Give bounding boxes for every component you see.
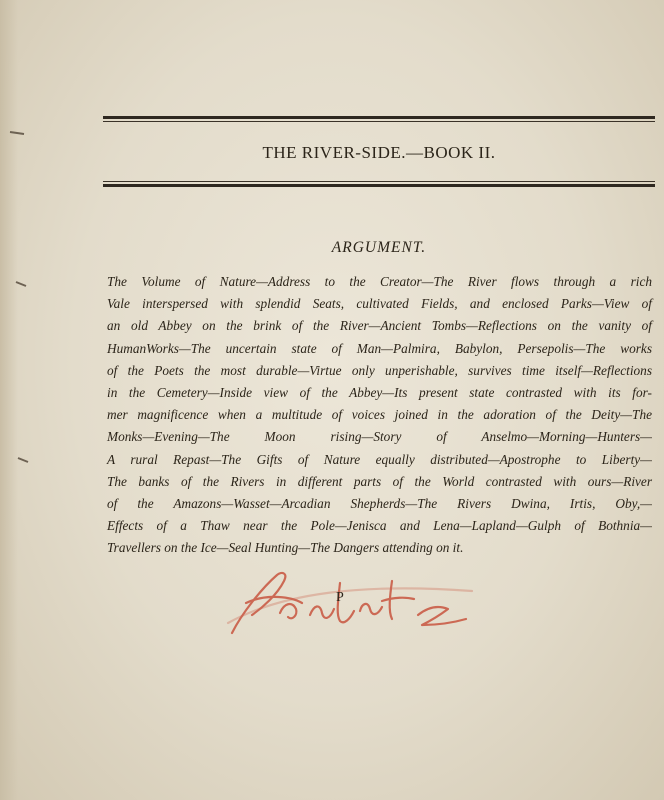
rule-thin-line [103, 181, 655, 182]
argument-line: mer magnificence when a multitude of voices joined in the adoration of the Deity—The [107, 407, 652, 423]
rule-thick-line [103, 116, 655, 119]
argument-line: in the Cemetery—Inside view of the Abbey—Its present state contrasted with its for- [107, 385, 652, 401]
signature-mark: P [336, 590, 344, 605]
argument-line: Vale interspersed with splendid Seats, cultivated Fields, and enclosed Parks—View of [107, 296, 652, 312]
bottom-double-rule [103, 181, 655, 187]
rule-thin-line [103, 121, 655, 122]
running-head: THE RIVER-SIDE.—BOOK II. [262, 143, 496, 162]
argument-line: HumanWorks—The uncertain state of Man—Palmira, Babylon, Persepolis—The works [107, 340, 652, 356]
binding-marks [6, 0, 46, 800]
argument-line: an old Abbey on the brink of the River—Ancient Tombs—Reflections on the vanity of [107, 318, 652, 334]
argument-line: Monks—Evening—The Moon rising—Story of Anselmo—Morning—Hunters— [107, 429, 652, 445]
rule-thick-line [103, 184, 655, 187]
argument-line: Travellers on the Ice—Seal Hunting—The Dangers attending on it. [107, 540, 464, 556]
argument-line: of the Poets the most durable—Virtue only unperishable, survives time itself—Reflections [107, 362, 652, 378]
argument-heading: ARGUMENT. [331, 239, 427, 256]
argument-line: A rural Repast—The Gifts of Nature equally distributed—Apostrophe to Liberty— [107, 451, 652, 467]
argument-line: The Volume of Nature—Address to the Creator—The River flows through a rich [107, 274, 652, 289]
top-double-rule [103, 116, 655, 122]
argument-line: The banks of the Rivers in different parts of the World contrasted with ours—River [107, 473, 652, 489]
argument-body [107, 271, 652, 560]
argument-line: Effects of a Thaw near the Pole—Jenisca and Lena—Lapland—Gulph of Bothnia— [107, 518, 652, 534]
argument-line: of the Amazons—Wasset—Arcadian Shepherds—The Rivers Dwina, Irtis, Oby,— [107, 496, 652, 512]
handwritten-signature [222, 563, 482, 643]
